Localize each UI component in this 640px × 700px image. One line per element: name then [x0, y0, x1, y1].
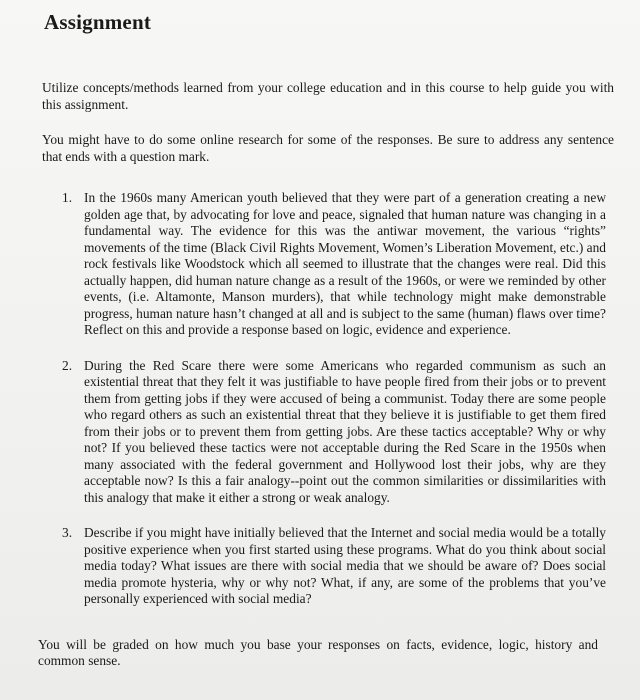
grading-note: You will be graded on how much you base your responses on facts, evidence, logic, history and common sense.	[38, 636, 598, 668]
task-text: In the 1960s many American youth believed that they were part of a generation creating a new golden age that, by advocating for love and peace, signaled that human nature was changing in a fundamental way. The evidence for this was the antiwar movement, the various “rights” movements of the time (Black Civil Rights Movement, Women’s Liberation Movement, etc.) and rock festivals like Woodstock which all seemed to illustrate that the changes were real. Did this actually happen, did human nature change as a result of the 1960s, or were we reminded by other events, (i.e. Altamonte, Manson murders), that while technology might make demonstrable progress, human nature hasn’t changed at all and is subject to the same (human) flaws over time? Reflect on this and provide a response based on logic, evidence and experience.	[84, 190, 606, 337]
task-item-3	[42, 525, 606, 608]
task-number: 3.	[62, 525, 73, 540]
page-title: Assignment	[44, 10, 152, 34]
intro-paragraph-2: You might have to do some online research for some of the responses. Be sure to address any sentence that ends with a question mark.	[42, 132, 614, 164]
task-number: 2.	[62, 357, 73, 373]
task-item-2	[42, 358, 606, 507]
task-item-1	[42, 190, 606, 339]
task-number: 1.	[62, 190, 73, 205]
task-text: During the Red Scare there were some Americans who regarded communism as such an existential threat that they felt it was justifiable to have people fired from their jobs or to prevent them from getting jobs if they were accused of being a communist. Today there are some people who regard others as such an existential threat that they believe it is justifiable to get them fired from their jobs or to prevent them from getting jobs. Are these tactics acceptable? Why or why not? If you believed these tactics were not acceptable during the Red Scare in the 1950s when many associated with the federal government and Hollywood lost their jobs, why are they acceptable now? Is this a fair analogy--point out the common similarities or dissimilarities with this analogy that make it either a strong or weak analogy.	[84, 357, 606, 505]
task-list	[42, 190, 610, 608]
task-text: Describe if you might have initially believed that the Internet and social media would be a totally positive experience when you first started using these programs. What do you think about social media today? What issues are there with social media that we should be aware of? Does social media promote hysteria, why or why not? What, if any, are some of the problems that you’ve personally experienced with social media?	[84, 525, 606, 606]
intro-paragraph-1: Utilize concepts/methods learned from your college education and in this course to help guide you with this assignment.	[42, 80, 614, 112]
